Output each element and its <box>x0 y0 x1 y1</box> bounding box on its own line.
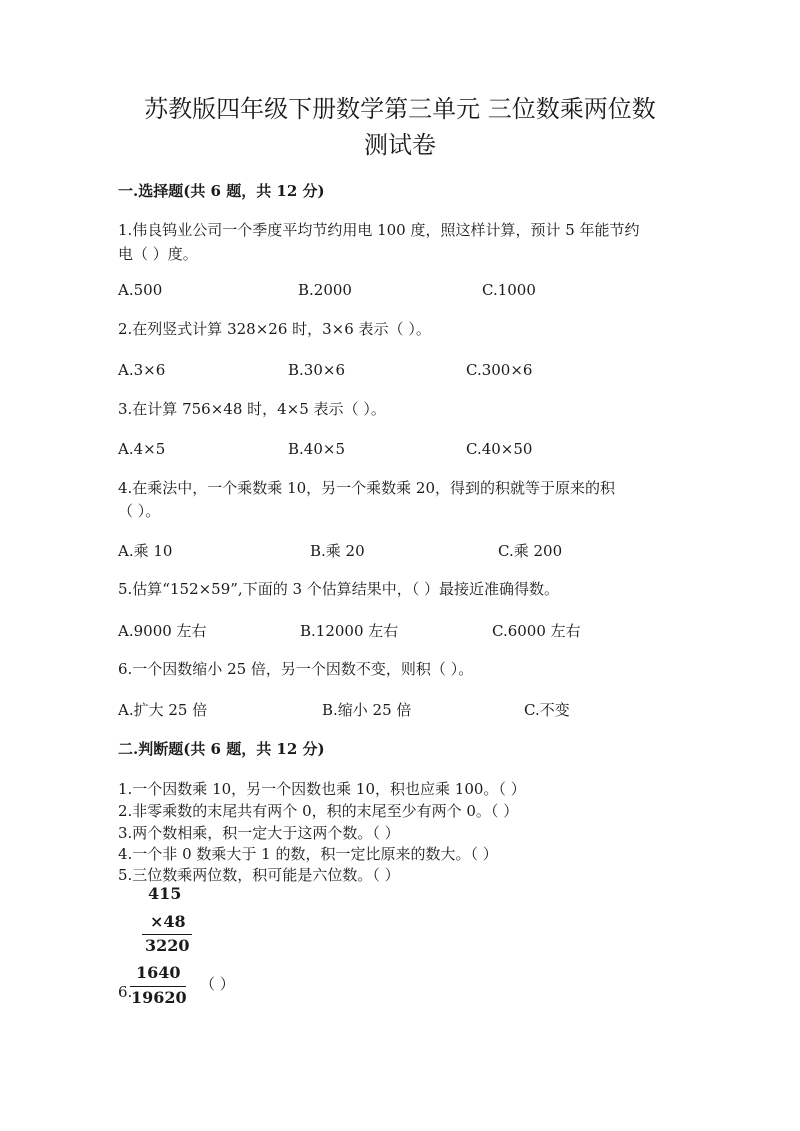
question-6-option-a: A.扩大 25 倍 <box>118 701 208 719</box>
question-1-option-c: C.1000 <box>482 281 536 299</box>
question-3-option-b: B.40×5 <box>288 440 345 458</box>
question-5-option-a: A.9000 左右 <box>118 622 207 640</box>
judgment-item-6-blank: （ ） <box>200 975 235 993</box>
calc-rule-2 <box>130 986 186 987</box>
question-6-text: 6.一个因数缩小 25 倍，另一个因数不变，则积（ ）。 <box>118 660 474 678</box>
section1-heading: 一.选择题(共 6 题，共 12 分) <box>118 182 325 200</box>
section2-heading: 二.判断题(共 6 题，共 12 分) <box>118 740 325 758</box>
question-4-text-cont: （ ）。 <box>118 502 161 520</box>
calc-multiplicand: 415 <box>148 884 182 903</box>
question-5-option-c: C.6000 左右 <box>492 622 581 640</box>
question-5-text: 5.估算“152×59”,下面的 3 个估算结果中，（ ）最接近准确得数。 <box>118 580 560 598</box>
judgment-item-2: 2.非零乘数的末尾共有两个 0，积的末尾至少有两个 0。（ ） <box>118 802 519 820</box>
document-title-line1: 苏教版四年级下册数学第三单元 三位数乘两位数 <box>144 95 656 123</box>
judgment-item-3: 3.两个数相乘，积一定大于这两个数。（ ） <box>118 824 400 842</box>
calc-partial-2: 1640 <box>136 963 181 982</box>
calc-rule-1 <box>142 934 192 935</box>
question-4-option-a: A.乘 10 <box>118 542 173 560</box>
question-1-option-b: B.2000 <box>298 281 352 299</box>
question-1-option-a: A.500 <box>118 281 163 299</box>
question-2-option-a: A.3×6 <box>118 361 166 379</box>
question-2-option-b: B.30×6 <box>288 361 345 379</box>
judgment-item-1: 1.一个因数乘 10，另一个因数也乘 10，积也应乘 100。（ ） <box>118 780 526 798</box>
calc-product: 19620 <box>131 988 187 1007</box>
judgment-item-4: 4.一个非 0 数乘大于 1 的数，积一定比原来的数大。（ ） <box>118 845 498 863</box>
judgment-item-5: 5.三位数乘两位数，积可能是六位数。（ ） <box>118 866 400 884</box>
question-2-option-c: C.300×6 <box>466 361 533 379</box>
calc-multiplier: ×48 <box>150 912 186 931</box>
question-4-text: 4.在乘法中，一个乘数乘 10，另一个乘数乘 20，得到的积就等于原来的积 <box>118 479 616 497</box>
question-6-option-c: C.不变 <box>524 701 570 719</box>
document-title-line2: 测试卷 <box>364 131 436 159</box>
judgment-item-6-label: 6. <box>118 983 133 1001</box>
question-5-option-b: B.12000 左右 <box>300 622 399 640</box>
question-4-option-c: C.乘 200 <box>498 542 563 560</box>
calc-partial-1: 3220 <box>145 936 190 955</box>
question-3-option-c: C.40×50 <box>466 440 533 458</box>
question-3-option-a: A.4×5 <box>118 440 166 458</box>
question-4-option-b: B.乘 20 <box>310 542 365 560</box>
question-1-text-cont: 电（ ）度。 <box>118 245 198 263</box>
question-1-text: 1.伟良钨业公司一个季度平均节约用电 100 度，照这样计算，预计 5 年能节约 <box>118 221 640 239</box>
question-6-option-b: B.缩小 25 倍 <box>322 701 412 719</box>
question-3-text: 3.在计算 756×48 时，4×5 表示（ ）。 <box>118 400 386 418</box>
question-2-text: 2.在列竖式计算 328×26 时，3×6 表示（ ）。 <box>118 320 431 338</box>
